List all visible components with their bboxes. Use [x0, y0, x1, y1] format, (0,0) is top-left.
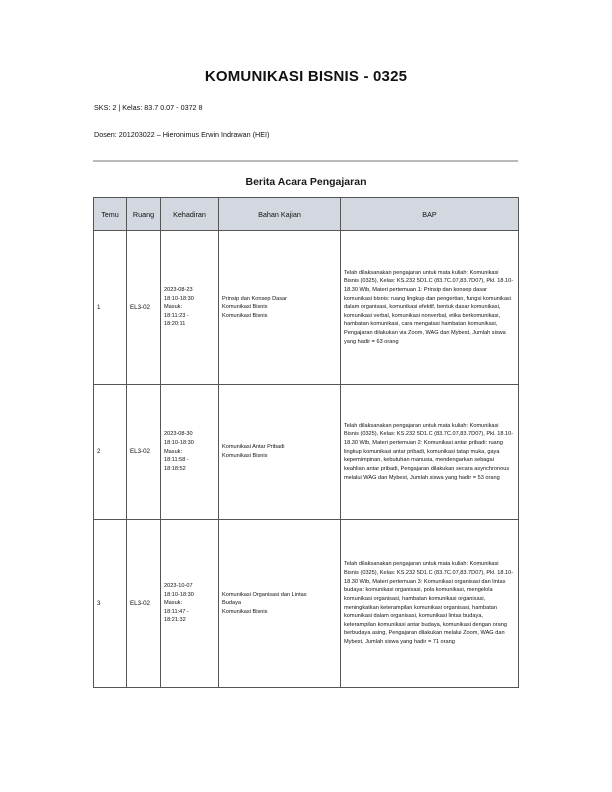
kehadiran-date: 2023-08-30 — [164, 431, 193, 438]
kehadiran-time: 18:10-18:30 — [164, 591, 194, 598]
kehadiran-in: 18:11:58 - — [164, 457, 189, 464]
kehadiran-masuk-label: Masuk: — [164, 600, 183, 607]
table-row — [94, 231, 519, 385]
header-kehadiran: Kehadiran — [161, 198, 219, 231]
kehadiran-in: 18:11:23 - — [164, 312, 189, 319]
bap-cell: Telah dilaksanakan pengajaran untuk mata kuliah: Komunikasi Bisnis (0325), Kelas: KS.232 5D1.C (83.7C.07,83.7D07), Pkl. 18.10-18.30 Wib, Materi pertemuan 2: Komunikasi antar pribadi: ruang lingkup komunikasi antar pribadi, komunikasi tatap muka, gaya kepemimpinan, kebutuhan manusia, mendengarkan sebagai keahlian antar pribadi, Pengajaran dilakukan secara asynchronous melalui WAG dan Mybest, Jumlah siswa yang hadir = 53 orang — [341, 385, 519, 520]
bahan-line: Komunikasi Bisnis — [222, 453, 268, 459]
temu-cell: 3 — [94, 520, 127, 688]
kehadiran-masuk-label: Masuk: — [164, 448, 183, 455]
header-temu: Temu — [94, 198, 127, 231]
bahan-line: Komunikasi Organisasi dan Lintas — [222, 591, 307, 598]
bahan-line: Komunikasi Bisnis — [222, 304, 268, 311]
kehadiran-time: 18:10-18:30 — [164, 295, 194, 302]
section-title: Berita Acara Pengajaran — [245, 176, 367, 188]
ruang-cell: EL3-02 — [127, 231, 161, 385]
bahan-line: Budaya — [222, 600, 241, 607]
bahan-line: Komunikasi Antar Pribadi — [222, 444, 285, 451]
temu-cell: 2 — [94, 385, 127, 520]
lecturer-info: Dosen: 201203022 – Hieronimus Erwin Indrawan (HEI) — [94, 130, 270, 139]
kehadiran-date: 2023-10-07 — [164, 582, 193, 589]
bahan-kajian-cell — [219, 520, 341, 688]
kehadiran-date: 2023-08-23 — [164, 286, 193, 293]
kehadiran-cell — [161, 385, 219, 520]
table-row — [94, 385, 519, 520]
header-bap: BAP — [341, 198, 519, 231]
kehadiran-cell — [161, 520, 219, 688]
bahan-line: Komunikasi Bisnis — [222, 312, 268, 319]
table-header-row — [94, 198, 519, 231]
bahan-line: Komunikasi Bisnis — [222, 608, 268, 615]
sks-class-info: SKS: 2 | Kelas: 83.7 0.07 - 0372 8 — [94, 103, 203, 112]
bahan-kajian-cell — [219, 231, 341, 385]
kehadiran-cell — [161, 231, 219, 385]
header-ruang: Ruang — [127, 198, 161, 231]
bap-cell: Telah dilaksanakan pengajaran untuk mata kuliah: Komunikasi Bisnis (0325), Kelas: KS.232 5D1.C (83.7C.07,83.7D07), Pkl. 18.10-18.30 Wib, Materi pertemuan 1: Prinsip dan konsep dasar komunikasi bisnis: ruang lingkup dan pengertian, fungsi komunikasi dalam organisasi, komunikasi efektif, bentuk dasar komunikasi, komunikasi verbal, komunikasi nonverbal, etika berkomunikasi, hambatan komunikasi, cara mengatasi hambatan komunikasi, Pengajaran dilakukan via Zoom, WAG dan Mybest, Jumlah siswa yang hadir = 63 orang — [341, 231, 519, 385]
kehadiran-masuk-label: Masuk: — [164, 304, 183, 311]
ruang-cell: EL3-02 — [127, 385, 161, 520]
kehadiran-time: 18:10-18:30 — [164, 440, 194, 447]
kehadiran-out: 18:18:52 — [164, 465, 186, 472]
page-title: KOMUNIKASI BISNIS - 0325 — [204, 68, 408, 85]
temu-cell: 1 — [94, 231, 127, 385]
table-row — [94, 520, 519, 688]
bahan-line: Prinsip dan Konsep Dasar — [222, 295, 287, 302]
header-bahan-kajian: Bahan Kajian — [219, 198, 341, 231]
bap-table — [93, 197, 519, 688]
divider — [93, 160, 518, 162]
bap-cell: Telah dilaksanakan pengajaran untuk mata kuliah: Komunikasi Bisnis (0325), Kelas: KS.232 5D1.C (83.7C.07,83.7D07), Pkl. 18.10-18.30 Wib, Materi pertemuan 3: Komunikasi organisasi dan lintas budaya: komunikasi organisasi, pola komunikasi, mengelola komunikasi organisasi, hambatan komunikasi organisasi, meningkatkan keterampilan komunikasi organisasi, hambatan komunikasi dalam organisasi, komunikasi lintas budaya, keterampilan komunikasi antar budaya, komunikasi dengan orang berbudaya asing, Pengajaran dilakukan melalui Zoom, WAG dan Mybest, Jumlah siswa yang hadir = 71 orang — [341, 520, 519, 688]
ruang-cell: EL3-02 — [127, 520, 161, 688]
kehadiran-out: 18:20:11 — [164, 321, 186, 328]
kehadiran-out: 18:21:32 — [164, 617, 186, 624]
bahan-kajian-cell — [219, 385, 341, 520]
kehadiran-in: 18:11:47 - — [164, 608, 189, 615]
